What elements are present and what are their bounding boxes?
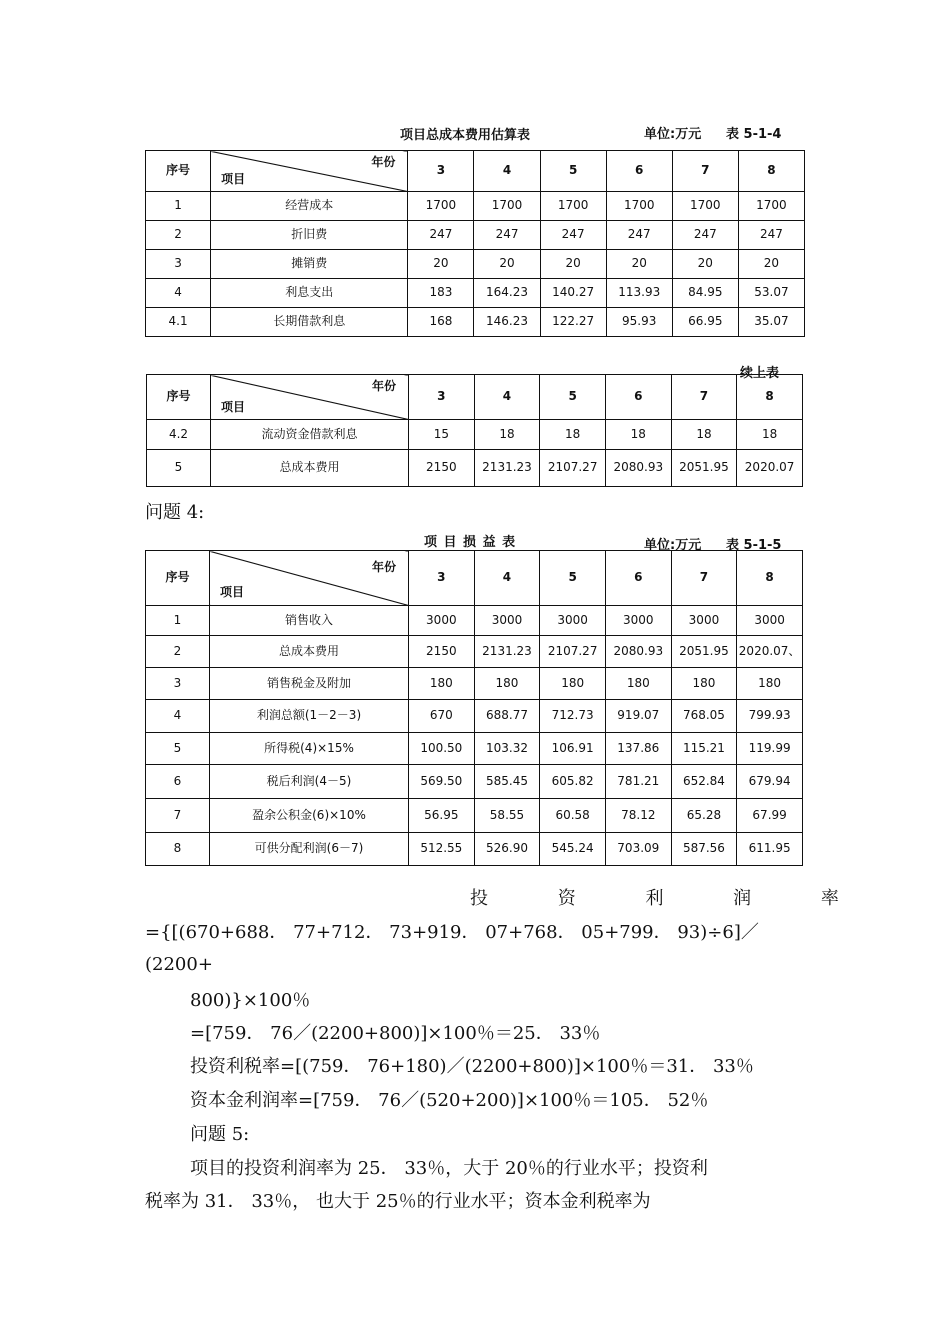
year-cell: 8 (737, 375, 803, 420)
item-cell: 可供分配利润(6－7) (210, 833, 409, 866)
year-cell: 3 (409, 375, 475, 420)
item-cell: 长期借款利息 (211, 308, 408, 337)
year-cell: 8 (738, 151, 804, 192)
value-cell: 95.93 (606, 308, 672, 337)
diagonal-header (210, 551, 409, 606)
cost-estimate-table-continued (146, 374, 803, 487)
value-cell: 53.07 (738, 279, 804, 308)
year-cell: 5 (540, 151, 606, 192)
item-cell: 利息支出 (211, 279, 408, 308)
paragraph-line1: 项目的投资利润率为 25． 33％，大于 20％的行业水平；投资利 (190, 1158, 708, 1179)
value-cell: 18 (540, 420, 606, 450)
value-cell: 670 (409, 700, 475, 733)
value-cell: 3000 (474, 606, 540, 636)
value-cell: 20 (672, 250, 738, 279)
value-cell: 587.56 (671, 833, 737, 866)
item-cell: 盈余公积金(6)×10% (210, 799, 409, 833)
value-cell: 1700 (540, 192, 606, 221)
value-cell: 3000 (737, 606, 803, 636)
seq-cell: 1 (146, 192, 211, 221)
value-cell: 1700 (408, 192, 474, 221)
value-cell: 3000 (540, 606, 606, 636)
value-cell: 78.12 (605, 799, 671, 833)
table-row (146, 308, 805, 337)
value-cell: 84.95 (672, 279, 738, 308)
year-cell: 4 (474, 375, 540, 420)
seq-cell: 6 (146, 765, 210, 799)
value-cell: 2107.27 (540, 450, 606, 487)
table3-unit: 单位:万元 (644, 538, 702, 553)
value-cell: 137.86 (605, 733, 671, 765)
value-cell: 180 (671, 668, 737, 700)
value-cell: 20 (408, 250, 474, 279)
roi-formula-line2: (2200+ (145, 954, 213, 975)
value-cell: 18 (605, 420, 671, 450)
table-row (146, 636, 803, 668)
table-row (146, 250, 805, 279)
value-cell: 106.91 (540, 733, 606, 765)
roi-formula-line1: ={[(670+688． 77+712． 73+919． 07+768． 05+799． 93)÷6]／ (145, 922, 759, 943)
table-header-row (146, 151, 805, 192)
roi-label (470, 884, 871, 914)
value-cell: 100.50 (409, 733, 475, 765)
value-cell: 20 (474, 250, 540, 279)
table-row (146, 799, 803, 833)
year-cell: 7 (672, 151, 738, 192)
table-row (146, 765, 803, 799)
value-cell: 247 (738, 221, 804, 250)
value-cell: 781.21 (605, 765, 671, 799)
value-cell: 512.55 (409, 833, 475, 866)
seq-cell: 8 (146, 833, 210, 866)
item-cell: 利润总额(1－2－3) (210, 700, 409, 733)
year-header: 年份 (371, 379, 396, 393)
value-cell: 66.95 (672, 308, 738, 337)
value-cell: 1700 (606, 192, 672, 221)
value-cell: 18 (671, 420, 737, 450)
value-cell: 180 (737, 668, 803, 700)
year-cell: 3 (409, 551, 475, 606)
value-cell: 247 (408, 221, 474, 250)
table1-title: 项目总成本费用估算表 (400, 128, 531, 143)
value-cell: 168 (408, 308, 474, 337)
value-cell: 3000 (409, 606, 475, 636)
value-cell: 122.27 (540, 308, 606, 337)
year-cell: 5 (540, 551, 606, 606)
value-cell: 119.99 (737, 733, 803, 765)
value-cell: 652.84 (671, 765, 737, 799)
year-cell: 6 (605, 375, 671, 420)
roe-line: 资本金利润率=[759． 76／(520+200)]×100％＝105． 52％ (190, 1090, 709, 1111)
table-header-row (147, 375, 803, 420)
question5-label: 问题 5: (190, 1124, 250, 1145)
value-cell: 605.82 (540, 765, 606, 799)
value-cell: 768.05 (671, 700, 737, 733)
value-cell: 569.50 (409, 765, 475, 799)
item-cell: 销售税金及附加 (210, 668, 409, 700)
year-cell: 7 (671, 551, 737, 606)
value-cell: 180 (409, 668, 475, 700)
item-cell: 总成本费用 (211, 450, 409, 487)
value-cell: 20 (540, 250, 606, 279)
roi-result: =[759． 76／(2200+800)]×100％＝25． 33％ (190, 1023, 601, 1044)
value-cell: 58.55 (474, 799, 540, 833)
seq-header: 序号 (146, 551, 210, 606)
seq-cell: 4 (146, 279, 211, 308)
value-cell: 1700 (474, 192, 540, 221)
seq-cell: 3 (146, 250, 211, 279)
value-cell: 115.21 (671, 733, 737, 765)
value-cell: 2020.07、 (737, 636, 803, 668)
table-row (146, 192, 805, 221)
value-cell: 2150 (409, 450, 475, 487)
value-cell: 611.95 (737, 833, 803, 866)
table3-number: 表 5-1-5 (726, 538, 782, 553)
table1-number: 表 5-1-4 (726, 127, 782, 142)
year-header: 年份 (371, 155, 396, 169)
value-cell: 2150 (409, 636, 475, 668)
table3-title: 项 目 损 益 表 (424, 535, 517, 550)
value-cell: 247 (606, 221, 672, 250)
value-cell: 1700 (672, 192, 738, 221)
value-cell: 585.45 (474, 765, 540, 799)
value-cell: 65.28 (671, 799, 737, 833)
seq-cell: 5 (146, 733, 210, 765)
diagonal-header (211, 151, 408, 192)
table-row (146, 606, 803, 636)
seq-cell: 2 (146, 636, 210, 668)
value-cell: 15 (409, 420, 475, 450)
table-row (146, 833, 803, 866)
value-cell: 35.07 (738, 308, 804, 337)
year-cell: 8 (737, 551, 803, 606)
value-cell: 67.99 (737, 799, 803, 833)
value-cell: 799.93 (737, 700, 803, 733)
item-cell: 经营成本 (211, 192, 408, 221)
value-cell: 180 (540, 668, 606, 700)
year-cell: 6 (606, 151, 672, 192)
value-cell: 20 (606, 250, 672, 279)
year-cell: 3 (408, 151, 474, 192)
seq-header: 序号 (147, 375, 211, 420)
table-row (147, 450, 803, 487)
seq-cell: 4.2 (147, 420, 211, 450)
value-cell: 2131.23 (474, 636, 540, 668)
value-cell: 140.27 (540, 279, 606, 308)
value-cell: 712.73 (540, 700, 606, 733)
value-cell: 164.23 (474, 279, 540, 308)
value-cell: 183 (408, 279, 474, 308)
seq-cell: 5 (147, 450, 211, 487)
value-cell: 60.58 (540, 799, 606, 833)
value-cell: 526.90 (474, 833, 540, 866)
year-cell: 4 (474, 551, 540, 606)
item-header: 项目 (220, 584, 245, 599)
seq-cell: 4 (146, 700, 210, 733)
paragraph-line2: 税率为 31． 33％， 也大于 25％的行业水平；资本金利税率为 (145, 1191, 651, 1212)
table-header-row (146, 551, 803, 606)
item-cell: 所得税(4)×15% (210, 733, 409, 765)
value-cell: 679.94 (737, 765, 803, 799)
item-cell: 流动资金借款利息 (211, 420, 409, 450)
seq-cell: 2 (146, 221, 211, 250)
value-cell: 247 (672, 221, 738, 250)
value-cell: 688.77 (474, 700, 540, 733)
continued-label: 续上表 (740, 366, 780, 381)
value-cell: 20 (738, 250, 804, 279)
item-header: 项目 (221, 171, 246, 186)
item-cell: 摊销费 (211, 250, 408, 279)
value-cell: 1700 (738, 192, 804, 221)
value-cell: 180 (605, 668, 671, 700)
value-cell: 113.93 (606, 279, 672, 308)
seq-cell: 1 (146, 606, 210, 636)
year-cell: 7 (671, 375, 737, 420)
item-cell: 税后利润(4－5) (210, 765, 409, 799)
value-cell: 146.23 (474, 308, 540, 337)
value-cell: 703.09 (605, 833, 671, 866)
item-cell: 销售收入 (210, 606, 409, 636)
value-cell: 3000 (671, 606, 737, 636)
value-cell: 2020.07 (737, 450, 803, 487)
seq-cell: 3 (146, 668, 210, 700)
seq-header: 序号 (146, 151, 211, 192)
roi-label-text: 投 资 利 润 率 (470, 888, 871, 909)
table-row (146, 221, 805, 250)
value-cell: 2080.93 (605, 450, 671, 487)
year-header: 年份 (371, 560, 396, 574)
question4-label: 问题 4: (145, 502, 205, 523)
table1-unit: 单位:万元 (644, 127, 702, 142)
year-cell: 4 (474, 151, 540, 192)
value-cell: 247 (474, 221, 540, 250)
item-cell: 折旧费 (211, 221, 408, 250)
seq-cell: 7 (146, 799, 210, 833)
year-cell: 5 (540, 375, 606, 420)
table-row (146, 668, 803, 700)
value-cell: 919.07 (605, 700, 671, 733)
value-cell: 180 (474, 668, 540, 700)
table-row (146, 700, 803, 733)
value-cell: 2051.95 (671, 636, 737, 668)
cost-estimate-table (145, 150, 805, 337)
value-cell: 3000 (605, 606, 671, 636)
profit-loss-table (145, 550, 803, 866)
diagonal-header (211, 375, 409, 420)
value-cell: 103.32 (474, 733, 540, 765)
year-cell: 6 (605, 551, 671, 606)
roit-line: 投资利税率=[(759． 76+180)／(2200+800)]×100％＝31． 33％ (190, 1056, 754, 1077)
value-cell: 2080.93 (605, 636, 671, 668)
item-header: 项目 (221, 399, 246, 414)
table-row (146, 279, 805, 308)
value-cell: 2107.27 (540, 636, 606, 668)
value-cell: 545.24 (540, 833, 606, 866)
table-row (146, 733, 803, 765)
item-cell: 总成本费用 (210, 636, 409, 668)
value-cell: 18 (737, 420, 803, 450)
value-cell: 18 (474, 420, 540, 450)
table-row (147, 420, 803, 450)
roi-formula-line3: 800)}×100％ (190, 990, 311, 1011)
value-cell: 2131.23 (474, 450, 540, 487)
value-cell: 247 (540, 221, 606, 250)
seq-cell: 4.1 (146, 308, 211, 337)
value-cell: 2051.95 (671, 450, 737, 487)
value-cell: 56.95 (409, 799, 475, 833)
